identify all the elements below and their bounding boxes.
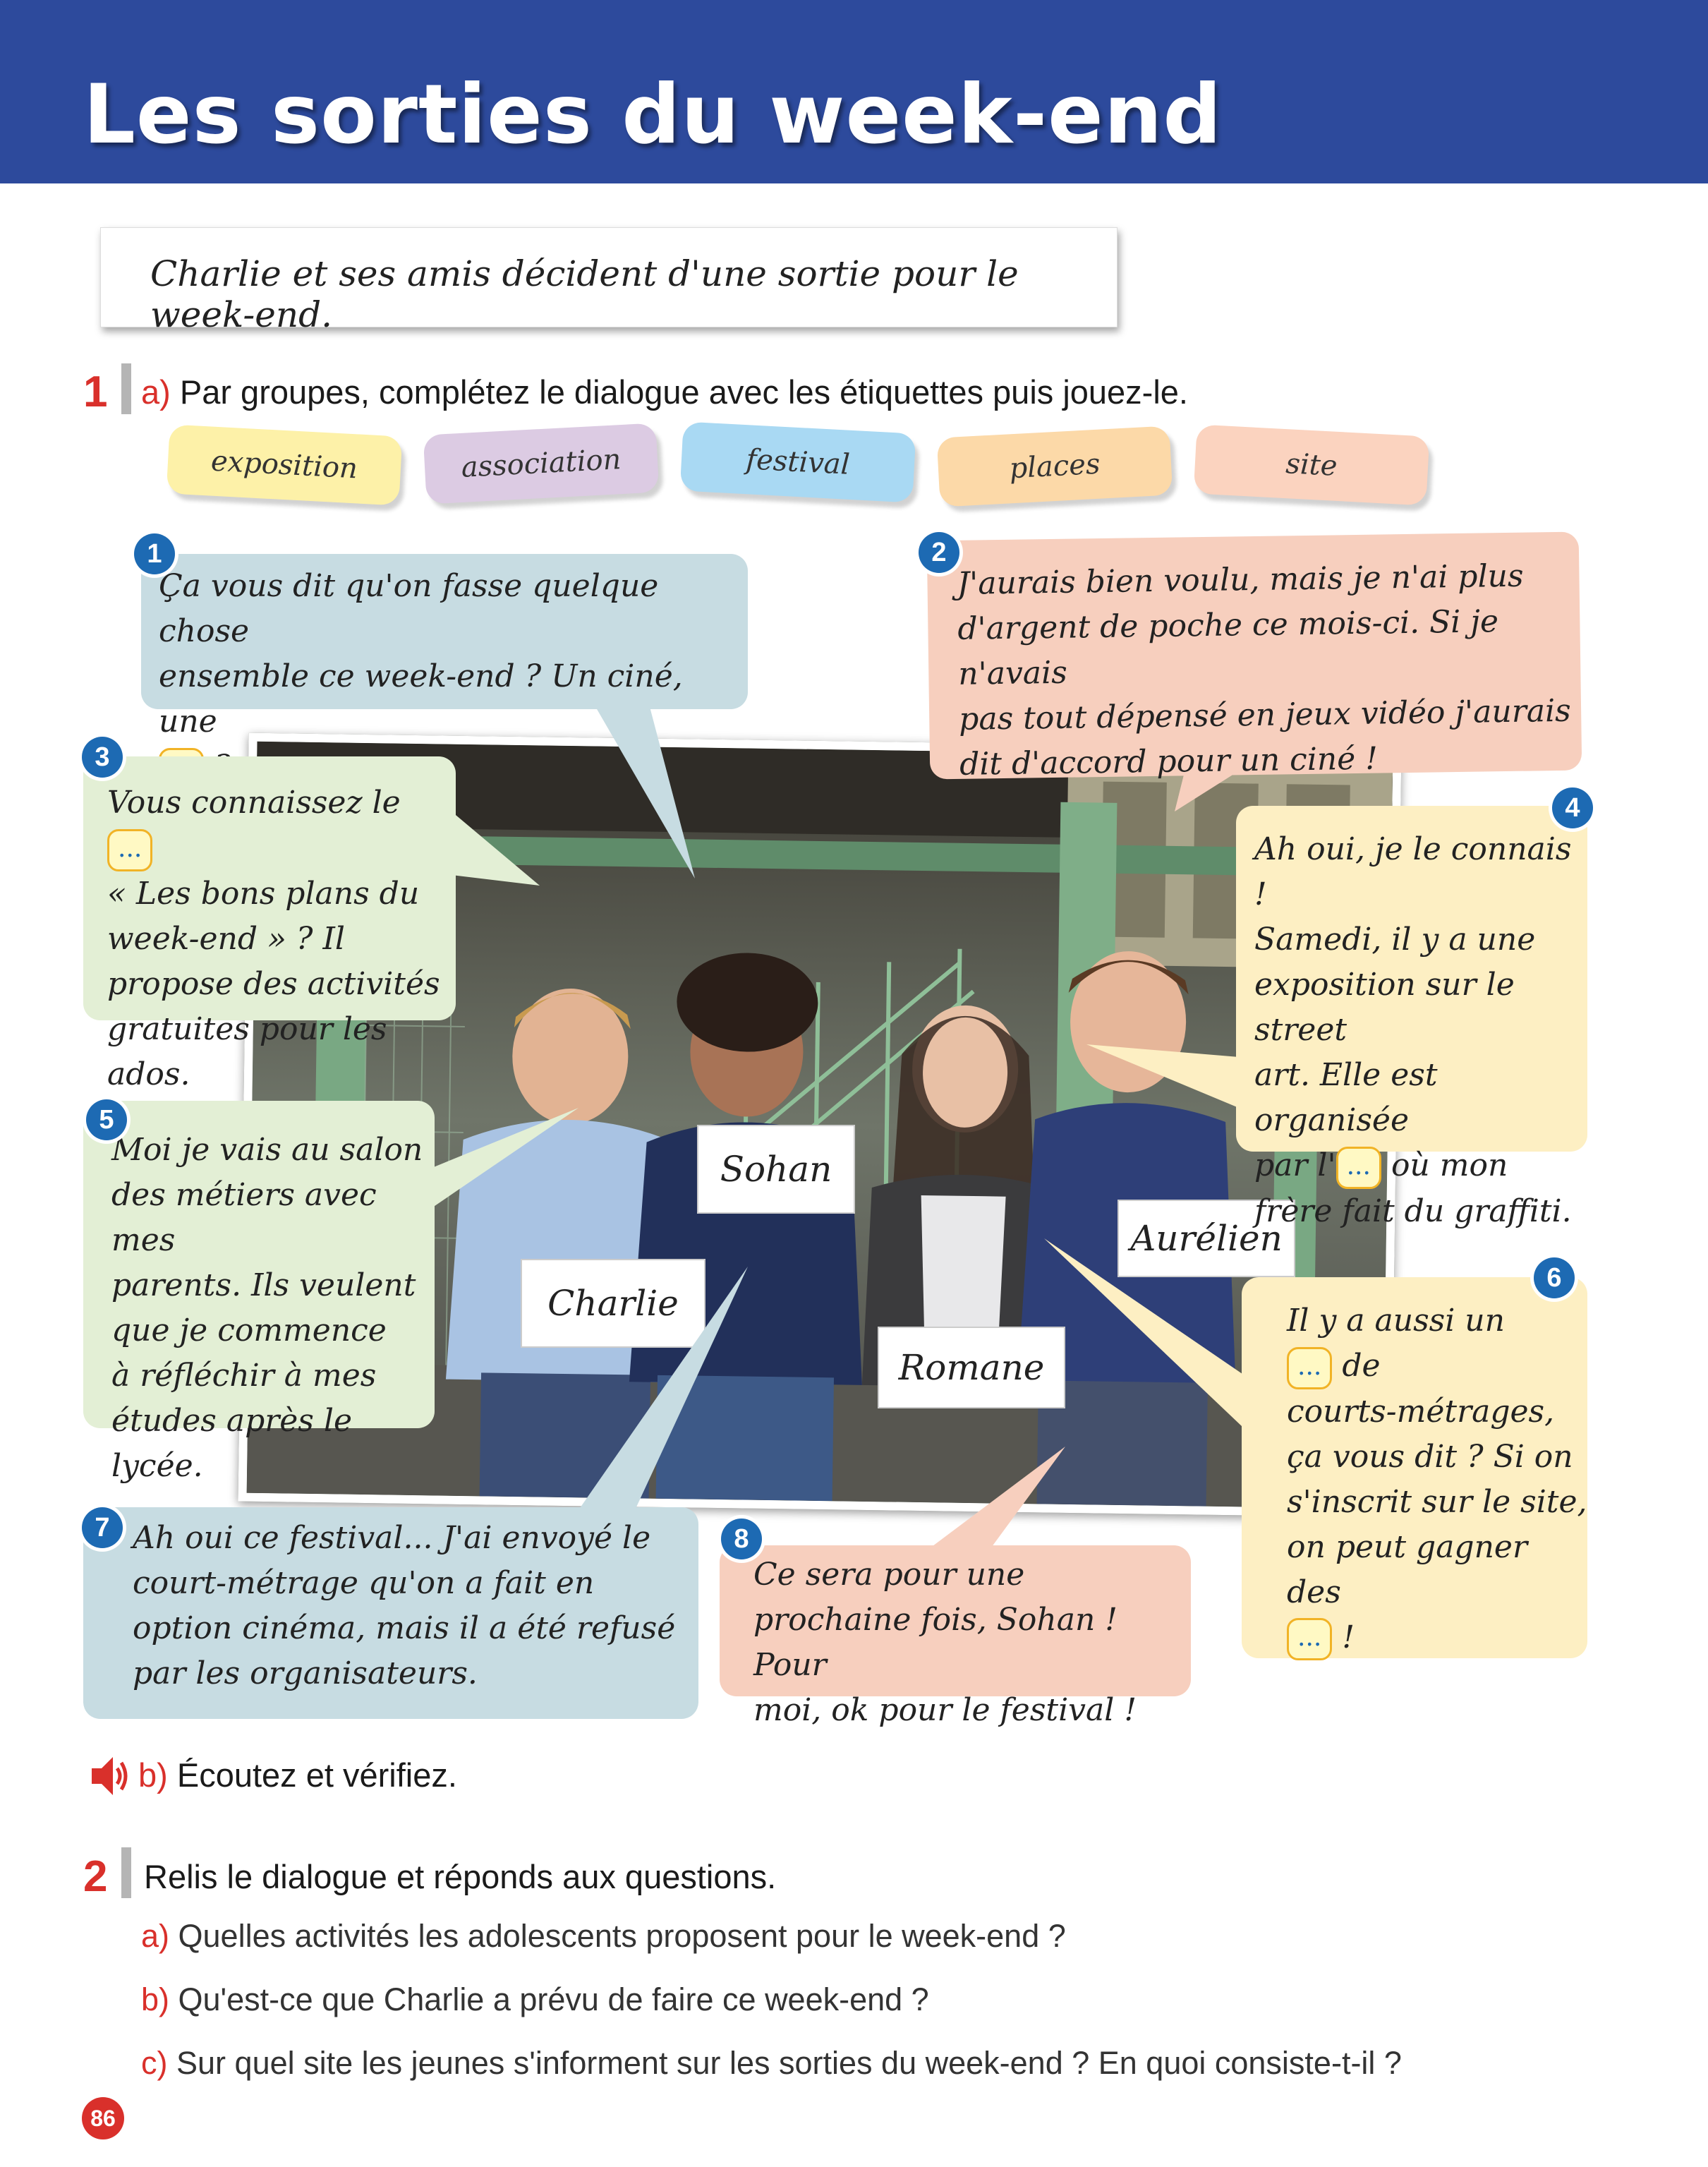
bubble-5-line: parents. Ils veulent [111,1267,416,1303]
bubble-1-line: Ça vous dit qu'on fasse quelque chose [159,568,659,649]
bubble-6-line: ça vous dit ? Si on [1287,1438,1573,1475]
page-title: Les sorties du week-end [83,67,1223,162]
bubble-8-line: prochaine fois, Sohan ! Pour [753,1602,1118,1683]
bubble-4-number: 4 [1552,787,1593,828]
bubble-8-number: 8 [721,1519,762,1559]
bubble-4-line: exposition sur le street [1254,967,1515,1048]
bubble-5-line: que je commence [111,1312,387,1348]
bubble-6-line: s'inscrit sur le site, [1287,1483,1587,1520]
bubble-3-line: gratuites pour les ados. [107,1010,387,1092]
bubble-4-line-5 [1254,1143,1587,1189]
bubble-5-number: 5 [86,1099,127,1140]
bubble-8-line: Ce sera pour une [753,1557,1025,1593]
bubble-4-text: où mon [1391,1147,1508,1183]
bubble-3-number: 3 [82,737,123,778]
name-card-charlie: Charlie [521,1259,705,1348]
answer-blank[interactable]: ... [1287,1347,1332,1389]
letter-b: b) [138,1756,168,1794]
speech-bubble-8 [720,1545,1191,1728]
question-b [141,1981,929,2018]
tag-exposition[interactable]: exposition [166,424,403,505]
tail-bubble-5 [423,1108,579,1214]
question-text: Qu'est-ce que Charlie a prévu de faire ce week-end ? [178,1981,929,2017]
bubble-2-line: J'aurais bien voulu, mais je n'ai plus [957,557,1524,602]
answer-blank[interactable]: ... [1287,1618,1332,1660]
name-card-sohan: Sohan [697,1125,855,1214]
instruction-text: Par groupes, complétez le dialogue avec les étiquettes puis jouez-le. [179,373,1188,411]
tail-bubble-7 [579,1267,748,1510]
bubble-2-line: pas tout dépensé en jeux vidéo j'aurais [958,692,1572,737]
bubble-5-line: des métiers avec mes [111,1177,377,1258]
bubble-5-line: Moi je vais au salon [111,1132,423,1168]
bubble-3-text: Vous connaissez le [107,785,401,821]
speech-bubble-7 [83,1507,698,1719]
exercise-1-number: 1 [83,368,108,416]
bubble-2-number: 2 [919,532,959,573]
intro-text: Charlie et ses amis décident d'une sortie pour le week-end. [150,253,1019,335]
question-letter: a) [141,1918,170,1954]
bubble-6-line: Il y a aussi un [1287,1303,1505,1339]
bubble-4-line: Ah oui, je le connais ! [1254,831,1572,912]
question-text: Sur quel site les jeunes s'informent sur les sorties du week-end ? En quoi consiste-t-il ? [176,2045,1402,2081]
question-a [141,1918,1066,1955]
bubble-6-text: ! [1342,1619,1355,1655]
bubble-2-line: d'argent de poche ce mois-ci. Si je n'avais [957,603,1499,692]
tag-association[interactable]: association [423,423,660,504]
question-letter: b) [141,1981,170,2017]
answer-blank[interactable]: ... [107,829,152,871]
exercise-2-bar [121,1847,131,1898]
bubble-4-line: frère fait du graffiti. [1254,1193,1572,1229]
name-card-aurelien: Aurélien [1118,1200,1295,1277]
exercise-1b-instruction [138,1756,457,1794]
tag-places[interactable]: places [937,425,1173,507]
speech-bubble-5 [83,1101,435,1484]
bubble-8-line: moi, ok pour le festival ! [753,1692,1137,1728]
tail-bubble-6 [1044,1238,1256,1439]
bubble-1-number: 1 [134,533,175,574]
speech-bubble-2 [927,532,1582,783]
tail-bubble-3 [452,811,540,886]
exercise-2-instruction: Relis le dialogue et réponds aux questions. [144,1858,777,1895]
answer-blank[interactable]: ... [1336,1147,1381,1189]
bubble-3-line-1 [107,780,456,871]
bubble-5-line: à réfléchir à mes [111,1358,377,1394]
bubble-1-line: ensemble ce week-end ? Un ciné, une [159,658,683,740]
bubble-6-line: on peut gagner des [1287,1528,1527,1610]
bubble-2-line: dit d'accord pour un ciné ! [959,740,1379,783]
bubble-7-line: option cinéma, mais il a été refusé [133,1610,676,1646]
bubble-3-line: propose des activités [107,965,440,1002]
tag-site[interactable]: site [1194,424,1430,505]
speech-bubble-4 [1236,806,1587,1229]
question-c [141,2045,1402,2082]
bubble-6-line-2 [1287,1344,1587,1389]
name-card-romane: Romane [878,1327,1065,1408]
bubble-7-number: 7 [82,1507,123,1548]
question-letter: c) [141,2045,168,2081]
bubble-4-line: art. Elle est organisée [1254,1057,1438,1138]
tag-festival[interactable]: festival [680,421,916,502]
bubble-3-line: week-end » ? Il [107,920,345,957]
bubble-7-line: court-métrage qu'on a fait en [133,1565,595,1601]
bubble-6-text: de [1342,1348,1381,1384]
letter-a: a) [141,373,171,411]
page-number: 86 [82,2097,124,2139]
bubble-6-number: 6 [1534,1257,1575,1298]
instruction-b-text: Écoutez et vérifiez. [176,1756,457,1794]
speaker-icon[interactable] [89,1754,130,1798]
bubble-6-line: courts-métrages, [1287,1393,1555,1430]
exercise-2-number: 2 [83,1852,108,1901]
bubble-7-line: par les organisateurs. [133,1655,478,1691]
question-text: Quelles activités les adolescents proposent pour le week-end ? [178,1918,1066,1954]
speech-bubble-6 [1242,1277,1587,1658]
speech-bubble-1 [141,554,748,740]
bubble-4-line: Samedi, il y a une [1254,922,1536,958]
bubble-6-line-7 [1287,1615,1587,1661]
tail-bubble-8 [924,1447,1065,1552]
speech-bubble-3 [83,756,456,1092]
bubble-7-line: Ah oui ce festival... J'ai envoyé le [133,1520,651,1556]
tail-bubble-4 [1086,1044,1256,1115]
bubble-3-line: « Les bons plans du [107,875,420,912]
bubble-4-text: par l' [1254,1147,1336,1183]
bubble-5-line: études après le lycée. [111,1403,352,1484]
